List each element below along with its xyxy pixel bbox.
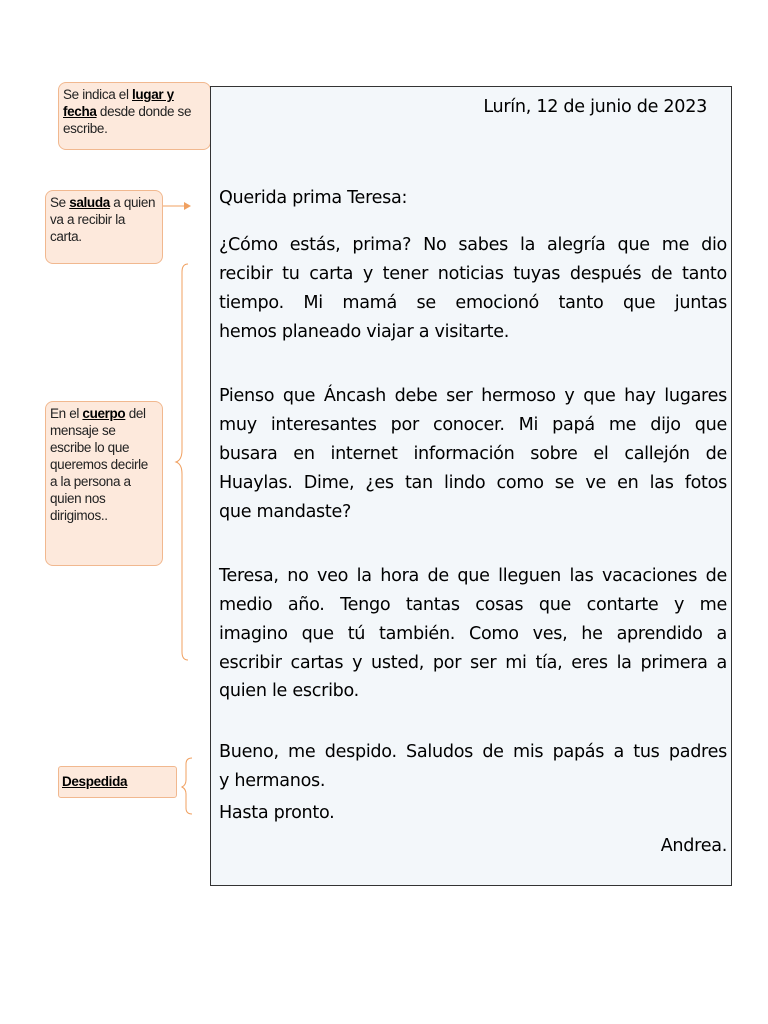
body-line: ¿Cómo estás, prima? No sabes la alegría que me dio [219,235,727,255]
body-line: quien le escribo. [219,681,359,701]
farewell-brace [182,758,192,814]
note-text: a quien va a recibir la carta. [50,195,156,244]
letter-sheet [210,86,732,886]
body-line: escribir cartas y usted, por ser mi tía, eres la primera a [219,653,727,673]
body-line: imagino que tú también. Como ves, he aprendido a [219,624,727,644]
note-place-date [58,82,211,150]
note-keyword: fecha [63,104,97,119]
closing-line: y hermanos. [219,771,326,791]
body-line: que mandaste? [219,502,352,522]
arrow-head [184,202,191,210]
body-line: recibir tu carta y tener noticias tuyas después de tanto [219,264,727,284]
letter-signature: Andrea. [660,836,727,856]
note-text: En el [50,406,83,421]
body-line: tiempo. Mi mamá se emocionó tanto que juntas [219,293,727,313]
body-line: Pienso que Áncash debe ser hermoso y que hay lugares [219,386,727,406]
body-line: medio año. Tengo tantas cosas que contarte y me [219,595,727,615]
note-greeting [45,190,163,264]
body-line: muy interesantes por conocer. Mi papá me dijo que [219,415,727,435]
letter-greeting: Querida prima Teresa: [219,188,408,208]
note-body [45,401,163,566]
note-keyword: cuerpo [82,406,126,421]
note-keyword: Despedida [62,774,128,789]
body-line: busara en internet información sobre el callejón de [219,444,727,464]
closing-line: Bueno, me despido. Saludos de mis papás a tus padres [219,742,727,762]
note-farewell [58,766,177,798]
body-brace [176,264,188,660]
body-line: hemos planeado viajar a visitarte. [219,322,510,342]
note-text: Se indica el [63,87,132,102]
note-keyword: saluda [69,195,110,210]
note-text: Se [50,195,70,210]
body-line: Huaylas. Dime, ¿es tan lindo como se ve en las fotos [219,473,727,493]
body-line: Teresa, no veo la hora de que lleguen las vacaciones de [219,566,727,586]
note-text: desde donde se escribe. [63,104,192,136]
letter-farewell: Hasta pronto. [219,803,335,823]
note-keyword: lugar y [132,87,174,102]
note-text: del mensaje se escribe lo que queremos decirle a la persona a quien nos dirigimos.. [50,406,148,523]
letter-date: Lurín, 12 de junio de 2023 [483,97,707,117]
